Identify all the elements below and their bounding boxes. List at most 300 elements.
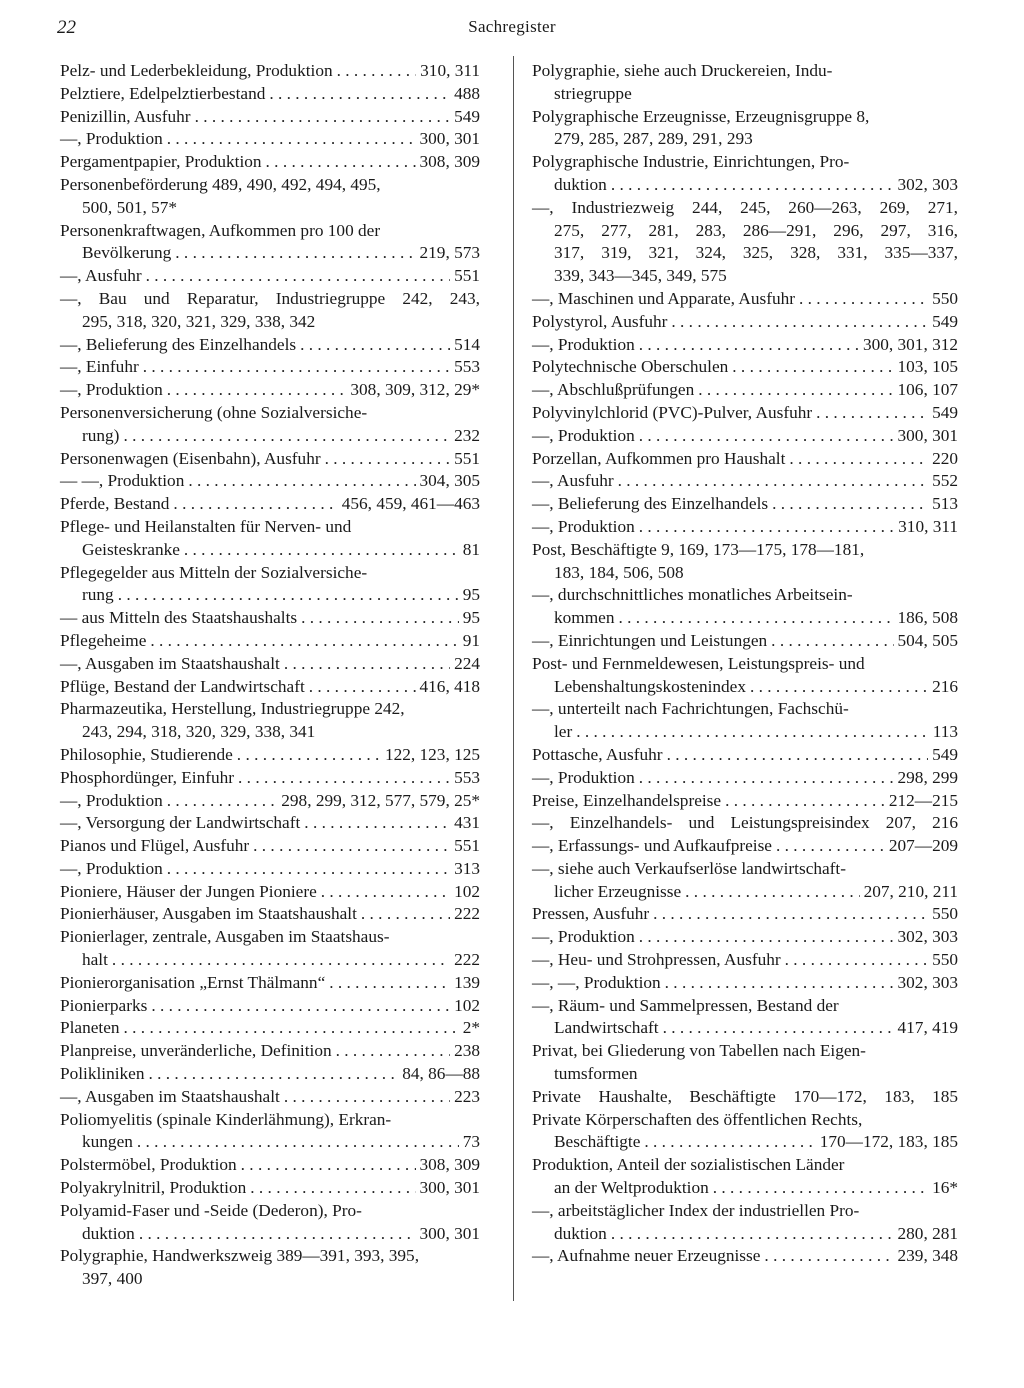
entry-text: Preise, Einzelhandelspreise xyxy=(532,790,722,810)
entry-text: —, Produktion xyxy=(60,858,163,878)
leader-dots xyxy=(325,448,450,471)
entry-text: —, Belieferung des Einzelhandels xyxy=(532,494,769,514)
index-entry xyxy=(60,858,480,881)
index-entry xyxy=(60,220,480,266)
page-references: 2* xyxy=(462,1018,480,1038)
entry-text: Pflegegelder aus Mitteln der Sozialversiche- xyxy=(60,562,368,582)
index-entry xyxy=(532,1086,958,1109)
entry-text: Personenbeförderung 489, 490, 492, 494, 495, xyxy=(60,174,381,194)
leader-dots xyxy=(336,1040,450,1063)
leader-dots xyxy=(237,744,381,767)
entry-text: 339, 343—345, 349, 575 xyxy=(554,266,727,286)
page-references: 298, 299 xyxy=(897,767,958,787)
leader-dots xyxy=(639,334,859,357)
index-entry-line xyxy=(532,1086,958,1109)
leader-dots xyxy=(124,1017,459,1040)
index-entry-line xyxy=(60,106,480,129)
index-entry xyxy=(60,379,480,402)
entry-text: tumsformen xyxy=(554,1064,638,1084)
index-entry xyxy=(60,790,480,813)
leader-dots xyxy=(639,767,894,790)
index-entry-line xyxy=(532,698,958,721)
leader-dots xyxy=(146,265,450,288)
entry-text: Polyamid-Faser und -Seide (Dederon), Pro- xyxy=(60,1200,362,1220)
index-entry xyxy=(532,425,958,448)
entry-text: Pelztiere, Edelpelztierbestand xyxy=(60,83,266,103)
page-references: 310, 311 xyxy=(420,61,480,80)
index-entry-line xyxy=(60,448,480,471)
entry-text: —, —, Produktion xyxy=(532,972,661,992)
entry-text: —, Versorgung der Landwirtschaft xyxy=(60,813,301,833)
page-references: 95 xyxy=(462,585,480,605)
index-entry-line xyxy=(532,653,958,676)
entry-text: —, Produktion xyxy=(532,767,635,787)
page-references: 95 xyxy=(462,608,480,628)
leader-dots xyxy=(266,151,416,174)
index-entry-line xyxy=(60,265,480,288)
entry-text: —, Ausgaben im Staatshaushalt xyxy=(60,653,280,673)
leader-dots xyxy=(732,356,893,379)
entry-text: —, Produktion xyxy=(60,129,163,149)
index-entry-line xyxy=(532,972,958,995)
page-references: 304, 305 xyxy=(419,471,480,491)
entry-text: Pferde, Bestand xyxy=(60,494,170,514)
page-references: 551 xyxy=(454,448,480,468)
entry-text: —, Maschinen und Apparate, Ausfuhr xyxy=(532,288,796,308)
index-entry xyxy=(60,1086,480,1109)
entry-text: Poliomyelitis (spinale Kinderlähmung), Erkran- xyxy=(60,1109,392,1129)
index-entry xyxy=(60,174,480,220)
index-entry xyxy=(532,1245,958,1268)
entry-text: Pionierlager, zentrale, Ausgaben im Staatshaus- xyxy=(60,927,390,947)
index-entry xyxy=(532,1154,958,1200)
index-entry-line xyxy=(60,288,480,311)
index-entry-line xyxy=(60,903,480,926)
index-entry xyxy=(60,767,480,790)
index-entry xyxy=(60,972,480,995)
entry-text: 183, 184, 506, 508 xyxy=(554,562,684,582)
page-references: 232 xyxy=(454,425,480,445)
entry-text: Philosophie, Studierende xyxy=(60,744,233,764)
index-entry xyxy=(532,402,958,425)
page-references: 488 xyxy=(454,83,480,103)
index-entry-line xyxy=(60,926,480,949)
leader-dots xyxy=(337,60,417,83)
entry-text: —, Einrichtungen und Leistungen xyxy=(532,630,768,650)
index-entry xyxy=(532,493,958,516)
index-entry-continuation xyxy=(532,174,958,197)
index-entry-line xyxy=(60,562,480,585)
index-entry xyxy=(60,1109,480,1155)
index-entry-line xyxy=(60,812,480,835)
entry-text: Pioniere, Häuser der Jungen Pioniere xyxy=(60,881,317,901)
leader-dots xyxy=(799,288,928,311)
entry-text: —, Produktion xyxy=(532,927,635,947)
index-entry-line xyxy=(60,881,480,904)
entry-text: —, durchschnittliches monatliches Arbeitsein- xyxy=(532,585,853,605)
index-entry-line xyxy=(60,1086,480,1109)
index-column-left xyxy=(60,60,480,1291)
index-entry xyxy=(532,1200,958,1246)
index-entry-line xyxy=(532,425,958,448)
page-references: 224 xyxy=(454,653,480,673)
leader-dots xyxy=(789,448,928,471)
index-entry-line xyxy=(60,83,480,106)
entry-text: —, Ausfuhr xyxy=(532,471,614,491)
index-entry-line xyxy=(532,470,958,493)
index-entry-line xyxy=(60,995,480,1018)
index-entry-line xyxy=(60,1063,480,1086)
index-entry-line xyxy=(60,1109,480,1132)
index-entry xyxy=(532,903,958,926)
entry-text: 295, 318, 320, 321, 329, 338, 342 xyxy=(82,311,316,331)
page-references: 113 xyxy=(932,722,958,742)
index-entry-line xyxy=(532,630,958,653)
index-entry xyxy=(60,470,480,493)
entry-text: licher Erzeugnisse xyxy=(554,881,682,901)
entry-text: kungen xyxy=(82,1132,133,1152)
page-references: 186, 508 xyxy=(897,608,958,628)
leader-dots xyxy=(137,1131,459,1154)
index-entry xyxy=(532,744,958,767)
index-entry-line xyxy=(60,402,480,425)
page-references: 551 xyxy=(454,836,480,856)
index-entry-line xyxy=(60,835,480,858)
running-head: Sachregister xyxy=(468,17,556,36)
index-entry-line xyxy=(60,630,480,653)
index-entry-continuation xyxy=(532,83,958,106)
index-entry xyxy=(532,334,958,357)
entry-text: Polyvinylchlorid (PVC)-Pulver, Ausfuhr xyxy=(532,402,813,422)
index-entry xyxy=(60,1177,480,1200)
leader-dots xyxy=(713,1177,928,1200)
index-entry-continuation xyxy=(532,676,958,699)
page-references: 300, 301 xyxy=(897,425,958,445)
page-references: 222 xyxy=(454,950,480,970)
leader-dots xyxy=(671,311,928,334)
entry-text: duktion xyxy=(554,1223,607,1243)
leader-dots xyxy=(238,767,450,790)
page-references: 16* xyxy=(932,1178,958,1198)
entry-text: 243, 294, 318, 320, 329, 338, 341 xyxy=(82,722,316,742)
index-entry xyxy=(532,60,958,106)
page-references: 302, 303 xyxy=(897,927,958,947)
index-entry xyxy=(60,128,480,151)
leader-dots xyxy=(611,1223,894,1246)
page-references: 106, 107 xyxy=(897,380,958,400)
index-entry-continuation xyxy=(532,220,958,243)
entry-text: Pflege- und Heilanstalten für Nerven- und xyxy=(60,516,352,536)
leader-dots xyxy=(329,972,450,995)
index-entry-line xyxy=(532,402,958,425)
index-entry xyxy=(60,1017,480,1040)
index-entry-line xyxy=(60,1154,480,1177)
index-entry-continuation xyxy=(532,1223,958,1246)
index-entry xyxy=(60,562,480,608)
leader-dots xyxy=(725,790,885,813)
index-entry-line xyxy=(532,1200,958,1223)
page-references: 300, 301 xyxy=(419,1223,480,1243)
index-entry-line xyxy=(532,60,958,83)
index-entry-line xyxy=(532,448,958,471)
index-entry xyxy=(532,858,958,904)
entry-text: —, unterteilt nach Fachrichtungen, Fachschü- xyxy=(532,699,849,719)
leader-dots xyxy=(618,470,928,493)
index-entry xyxy=(60,903,480,926)
index-entry xyxy=(60,448,480,471)
index-entry-continuation xyxy=(60,949,480,972)
entry-text: 317, 319, 321, 324, 325, 328, 331, 335—337, xyxy=(554,243,958,263)
index-entry xyxy=(532,630,958,653)
index-entry-line xyxy=(60,334,480,357)
entry-text: —, Produktion xyxy=(532,425,635,445)
leader-dots xyxy=(123,425,450,448)
index-entry xyxy=(532,106,958,152)
leader-dots xyxy=(167,128,416,151)
leader-dots xyxy=(309,676,416,699)
index-entry xyxy=(532,539,958,585)
index-entry-continuation xyxy=(60,584,480,607)
page-references: 553 xyxy=(454,767,480,787)
entry-text: 397, 400 xyxy=(82,1269,143,1289)
entry-text: Produktion, Anteil der sozialistischen Länder xyxy=(532,1155,845,1175)
index-entry xyxy=(532,995,958,1041)
entry-text: Pionierparks xyxy=(60,995,148,1015)
entry-text: Personenkraftwagen, Aufkommen pro 100 der xyxy=(60,220,381,240)
index-entry xyxy=(532,926,958,949)
leader-dots xyxy=(698,379,893,402)
entry-text: Pergamentpapier, Produktion xyxy=(60,152,262,172)
leader-dots xyxy=(143,356,450,379)
index-entry xyxy=(532,470,958,493)
index-entry xyxy=(60,835,480,858)
index-entry-line xyxy=(532,744,958,767)
page-references: 212—215 xyxy=(888,790,958,810)
entry-text: Geisteskranke xyxy=(82,539,180,559)
entry-text: —, Einzelhandels- und Leistungspreisindex 207, 216 xyxy=(532,813,958,833)
entry-text: duktion xyxy=(554,174,607,194)
page-references: 300, 301 xyxy=(419,129,480,149)
entry-text: —, Räum- und Sammelpressen, Bestand der xyxy=(532,995,839,1015)
index-entry xyxy=(532,790,958,813)
leader-dots xyxy=(304,812,450,835)
page-references: 416, 418 xyxy=(419,676,480,696)
index-entry-line xyxy=(60,1040,480,1063)
page-references: 550 xyxy=(932,904,958,924)
index-entry-line xyxy=(60,1245,480,1268)
entry-text: —, Bau und Reparatur, Industriegruppe 242, 243, xyxy=(60,288,480,308)
leader-dots xyxy=(639,926,894,949)
leader-dots xyxy=(816,402,928,425)
page-references: 103, 105 xyxy=(897,357,958,377)
page-references: 220 xyxy=(932,448,958,468)
page-references: 91 xyxy=(462,630,480,650)
index-entry xyxy=(532,516,958,539)
index-entry-line xyxy=(532,858,958,881)
index-entry-line xyxy=(60,470,480,493)
page-number: 22 xyxy=(57,17,76,38)
index-entry-line xyxy=(60,767,480,790)
index-entry-line xyxy=(532,1245,958,1268)
page-references: 552 xyxy=(932,471,958,491)
entry-text: Private Körperschaften des öffentlichen Rechts, xyxy=(532,1109,863,1129)
entry-text: Bevölkerung xyxy=(82,243,172,263)
leader-dots xyxy=(195,106,451,129)
entry-text: Porzellan, Aufkommen pro Haushalt xyxy=(532,448,786,468)
page-references: 84, 86—88 xyxy=(402,1064,480,1084)
page-references: 300, 301, 312 xyxy=(862,334,958,354)
leader-dots xyxy=(618,607,893,630)
page-references: 73 xyxy=(462,1132,480,1152)
entry-text: Pionierhäuser, Ausgaben im Staatshaushalt xyxy=(60,904,357,924)
index-entry-line xyxy=(60,1200,480,1223)
leader-dots xyxy=(644,1131,815,1154)
index-entry-line xyxy=(60,516,480,539)
entry-text: Privat, bei Gliederung von Tabellen nach Eigen- xyxy=(532,1041,866,1061)
entry-text: —, Belieferung des Einzelhandels xyxy=(60,334,297,354)
index-entry-line xyxy=(60,60,480,83)
entry-text: — —, Produktion xyxy=(60,471,185,491)
entry-text: —, Ausfuhr xyxy=(60,266,142,286)
leader-dots xyxy=(167,790,278,813)
entry-text: Pianos und Flügel, Ausfuhr xyxy=(60,836,250,856)
index-entry-line xyxy=(60,744,480,767)
index-entry xyxy=(532,197,958,288)
index-entry-line xyxy=(60,1177,480,1200)
index-entry xyxy=(532,653,958,699)
index-entry xyxy=(60,516,480,562)
index-entry xyxy=(532,1109,958,1155)
page-references: 308, 309 xyxy=(419,1155,480,1175)
entry-text: Polystyrol, Ausfuhr xyxy=(532,311,668,331)
entry-text: —, Industriezweig 244, 245, 260—263, 269, 271, xyxy=(532,197,958,217)
entry-text: Personenwagen (Eisenbahn), Ausfuhr xyxy=(60,448,321,468)
page-references: 308, 309, 312, 29* xyxy=(350,380,480,400)
leader-dots xyxy=(321,881,450,904)
index-entry-continuation xyxy=(60,721,480,744)
index-entry xyxy=(60,812,480,835)
index-entry-continuation xyxy=(532,881,958,904)
page-references: 238 xyxy=(454,1041,480,1061)
index-entry xyxy=(60,83,480,106)
index-entry xyxy=(60,1040,480,1063)
leader-dots xyxy=(269,83,450,106)
index-entry xyxy=(60,402,480,448)
leader-dots xyxy=(361,903,450,926)
leader-dots xyxy=(118,584,459,607)
leader-dots xyxy=(685,881,859,904)
leader-dots xyxy=(150,630,458,653)
leader-dots xyxy=(750,676,928,699)
leader-dots xyxy=(576,721,928,744)
leader-dots xyxy=(173,493,337,516)
entry-text: —, Einfuhr xyxy=(60,357,139,377)
index-entry-line xyxy=(532,949,958,972)
index-entry-line xyxy=(532,151,958,174)
page-references: 514 xyxy=(454,334,480,354)
page-references: 310, 311 xyxy=(898,516,958,536)
index-entry-line xyxy=(532,493,958,516)
index-entry xyxy=(532,356,958,379)
entry-text: Phosphordünger, Einfuhr xyxy=(60,767,235,787)
page-references: 549 xyxy=(932,744,958,764)
page-references: 504, 505 xyxy=(897,630,958,650)
leader-dots xyxy=(184,539,459,562)
index-entry-line xyxy=(532,903,958,926)
entry-text: Lebenshaltungskostenindex xyxy=(554,676,746,696)
leader-dots xyxy=(611,174,894,197)
leader-dots xyxy=(653,903,928,926)
entry-text: —, Aufnahme neuer Erzeugnisse xyxy=(532,1246,761,1266)
leader-dots xyxy=(241,1154,416,1177)
leader-dots xyxy=(284,1086,450,1109)
page-references: 102 xyxy=(454,881,480,901)
entry-text: Polygraphische Erzeugnisse, Erzeugnisgruppe 8, xyxy=(532,106,870,126)
index-entry-line xyxy=(532,197,958,220)
index-entry xyxy=(532,949,958,972)
page-references: 122, 123, 125 xyxy=(384,744,480,764)
leader-dots xyxy=(301,607,459,630)
entry-text: —, Heu- und Strohpressen, Ausfuhr xyxy=(532,950,781,970)
index-entry-line xyxy=(532,334,958,357)
index-entry xyxy=(60,288,480,334)
entry-text: Pottasche, Ausfuhr xyxy=(532,744,663,764)
index-entry-line xyxy=(532,288,958,311)
index-entry-continuation xyxy=(532,242,958,265)
page-references: 239, 348 xyxy=(897,1246,958,1266)
leader-dots xyxy=(667,744,929,767)
index-entry xyxy=(532,1040,958,1086)
entry-text: —, Abschlußprüfungen xyxy=(532,380,695,400)
index-entry xyxy=(532,151,958,197)
index-entry xyxy=(532,972,958,995)
index-entry-continuation xyxy=(60,242,480,265)
page-references: 280, 281 xyxy=(897,1223,958,1243)
leader-dots xyxy=(188,470,415,493)
index-entry-line xyxy=(60,174,480,197)
index-entry-line xyxy=(60,698,480,721)
entry-text: Beschäftigte xyxy=(554,1132,641,1152)
entry-text: Pressen, Ausfuhr xyxy=(532,904,650,924)
page-references: 313 xyxy=(454,858,480,878)
index-entry xyxy=(532,311,958,334)
index-entry xyxy=(60,1245,480,1291)
entry-text: 279, 285, 287, 289, 291, 293 xyxy=(554,129,753,149)
page-references: 170—172, 183, 185 xyxy=(819,1132,958,1152)
index-entry-continuation xyxy=(532,1131,958,1154)
leader-dots xyxy=(665,972,894,995)
leader-dots xyxy=(764,1245,893,1268)
page-references: 549 xyxy=(932,402,958,422)
entry-text: Polygraphische Industrie, Einrichtungen, Pro- xyxy=(532,152,850,172)
entry-text: Polygraphie, Handwerkszweig 389—391, 393, 395, xyxy=(60,1246,420,1266)
index-entry-line xyxy=(60,128,480,151)
page-references: 300, 301 xyxy=(419,1178,480,1198)
index-entry xyxy=(532,698,958,744)
index-entry xyxy=(60,60,480,83)
leader-dots xyxy=(772,493,928,516)
leader-dots xyxy=(167,858,450,881)
index-entry-line xyxy=(60,790,480,813)
entry-text: Personenversicherung (ohne Sozialversiche- xyxy=(60,402,368,422)
leader-dots xyxy=(149,1063,399,1086)
entry-text: Pelz- und Lederbekleidung, Produktion xyxy=(60,61,333,80)
index-entry-continuation xyxy=(532,721,958,744)
index-entry-line xyxy=(60,676,480,699)
index-column-right xyxy=(532,60,958,1268)
index-entry-continuation xyxy=(532,1017,958,1040)
entry-text: 500, 501, 57* xyxy=(82,197,178,217)
